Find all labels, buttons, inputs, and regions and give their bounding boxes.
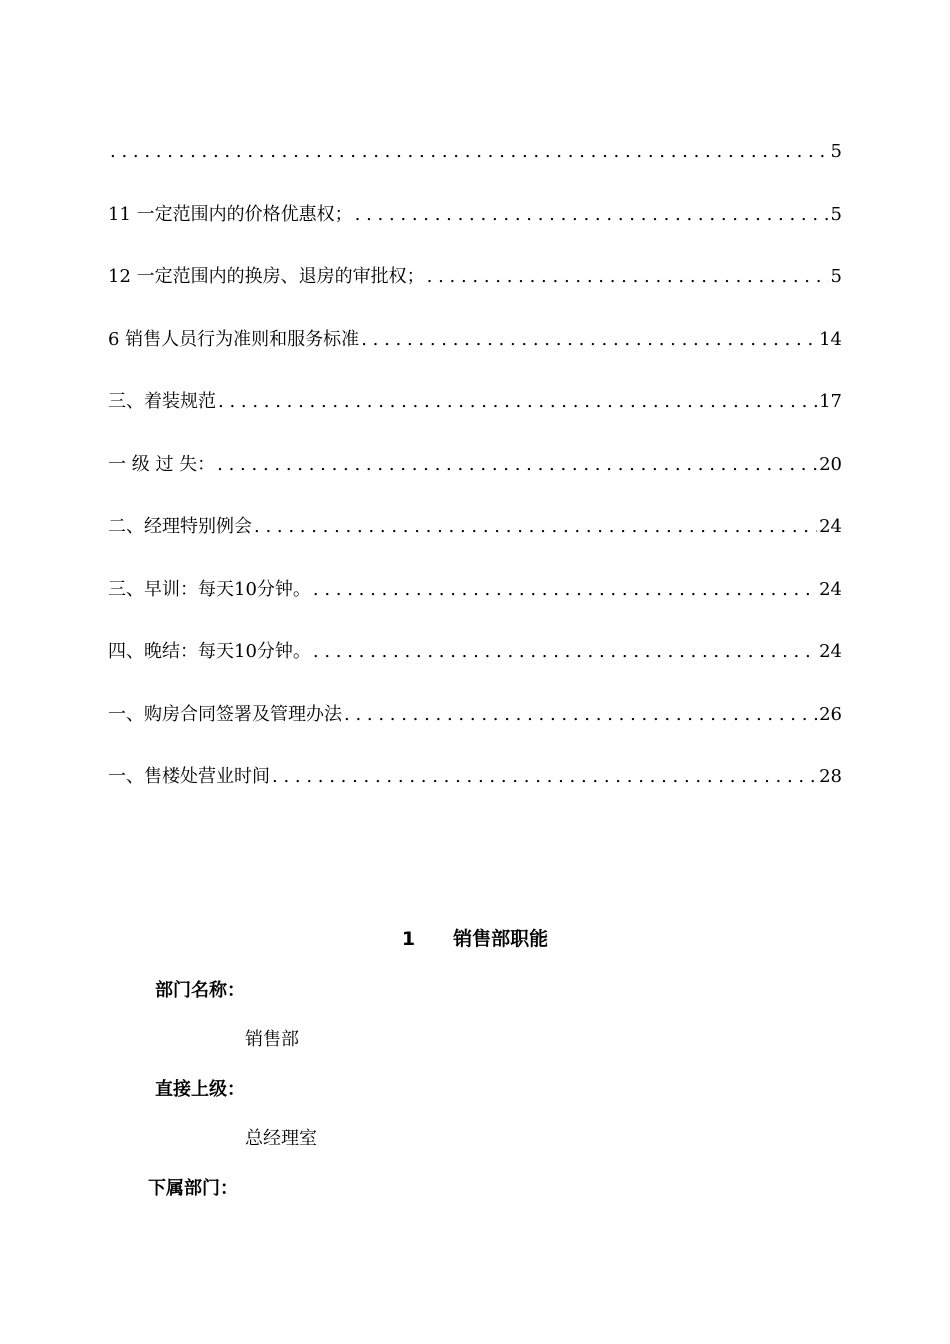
toc-entry-title: 三、早训：每天10分钟。 bbox=[108, 578, 311, 600]
toc-leader-dots bbox=[218, 388, 817, 416]
toc-entry[interactable] bbox=[108, 138, 842, 201]
toc-entry-page: 5 bbox=[830, 203, 842, 225]
toc-entry-page: 24 bbox=[819, 641, 842, 662]
toc-entry-title: 12 一定范围内的换房、退房的审批权； bbox=[108, 266, 425, 287]
toc-entry[interactable] bbox=[108, 763, 842, 826]
toc-entry[interactable] bbox=[108, 638, 842, 701]
superior-value: 总经理室 bbox=[245, 1128, 317, 1149]
toc-leader-dots bbox=[427, 263, 829, 291]
toc-entry-page: 28 bbox=[819, 766, 842, 787]
toc-entry-title: 四、晚结：每天10分钟。 bbox=[108, 641, 311, 662]
dept-name-value: 销售部 bbox=[245, 1029, 299, 1050]
toc-entry-title: 三、着装规范 bbox=[108, 391, 216, 412]
toc-entry-title: 一 级 过 失： bbox=[108, 453, 216, 475]
toc-entry-title: 一、售楼处营业时间 bbox=[108, 766, 270, 787]
toc-entry-page: 24 bbox=[819, 578, 842, 600]
toc-entry-page: 5 bbox=[830, 266, 842, 287]
toc-entry[interactable] bbox=[108, 451, 842, 514]
toc-entry-page: 5 bbox=[830, 141, 842, 162]
toc-leader-dots bbox=[355, 201, 829, 229]
toc-leader-dots bbox=[344, 701, 817, 729]
toc-leader-dots bbox=[313, 638, 817, 666]
toc-entry[interactable] bbox=[108, 388, 842, 451]
superior-label: 直接上级： bbox=[155, 1079, 245, 1100]
toc-entry-page: 14 bbox=[819, 328, 842, 350]
toc-entry[interactable] bbox=[108, 326, 842, 389]
toc-entry[interactable] bbox=[108, 513, 842, 576]
toc-leader-dots bbox=[254, 513, 817, 541]
dept-name-label: 部门名称： bbox=[155, 980, 245, 1001]
toc-entry-page: 26 bbox=[819, 703, 842, 725]
toc-entry[interactable] bbox=[108, 201, 842, 264]
toc-entry[interactable] bbox=[108, 701, 842, 764]
toc-leader-dots bbox=[217, 451, 817, 479]
toc-entry-title: 11 一定范围内的价格优惠权； bbox=[108, 203, 353, 225]
section-title: 销售部职能 bbox=[453, 928, 549, 950]
toc-leader-dots bbox=[110, 138, 829, 166]
toc-entry[interactable] bbox=[108, 263, 842, 326]
table-of-contents bbox=[108, 138, 842, 826]
subordinate-label: 下属部门： bbox=[148, 1178, 238, 1199]
toc-entry[interactable] bbox=[108, 576, 842, 639]
toc-entry-title: 二、经理特别例会 bbox=[108, 516, 252, 537]
toc-entry-page: 20 bbox=[819, 453, 842, 475]
toc-leader-dots bbox=[272, 763, 817, 791]
toc-entry-page: 24 bbox=[819, 516, 842, 537]
section-number: 1 bbox=[401, 928, 416, 950]
toc-entry-title: 一、购房合同签署及管理办法 bbox=[108, 703, 342, 725]
toc-entry-title: 6 销售人员行为准则和服务标准 bbox=[108, 328, 360, 350]
toc-entry-page: 17 bbox=[819, 391, 842, 412]
toc-leader-dots bbox=[361, 326, 817, 354]
section-heading bbox=[0, 924, 950, 951]
toc-leader-dots bbox=[313, 576, 817, 604]
